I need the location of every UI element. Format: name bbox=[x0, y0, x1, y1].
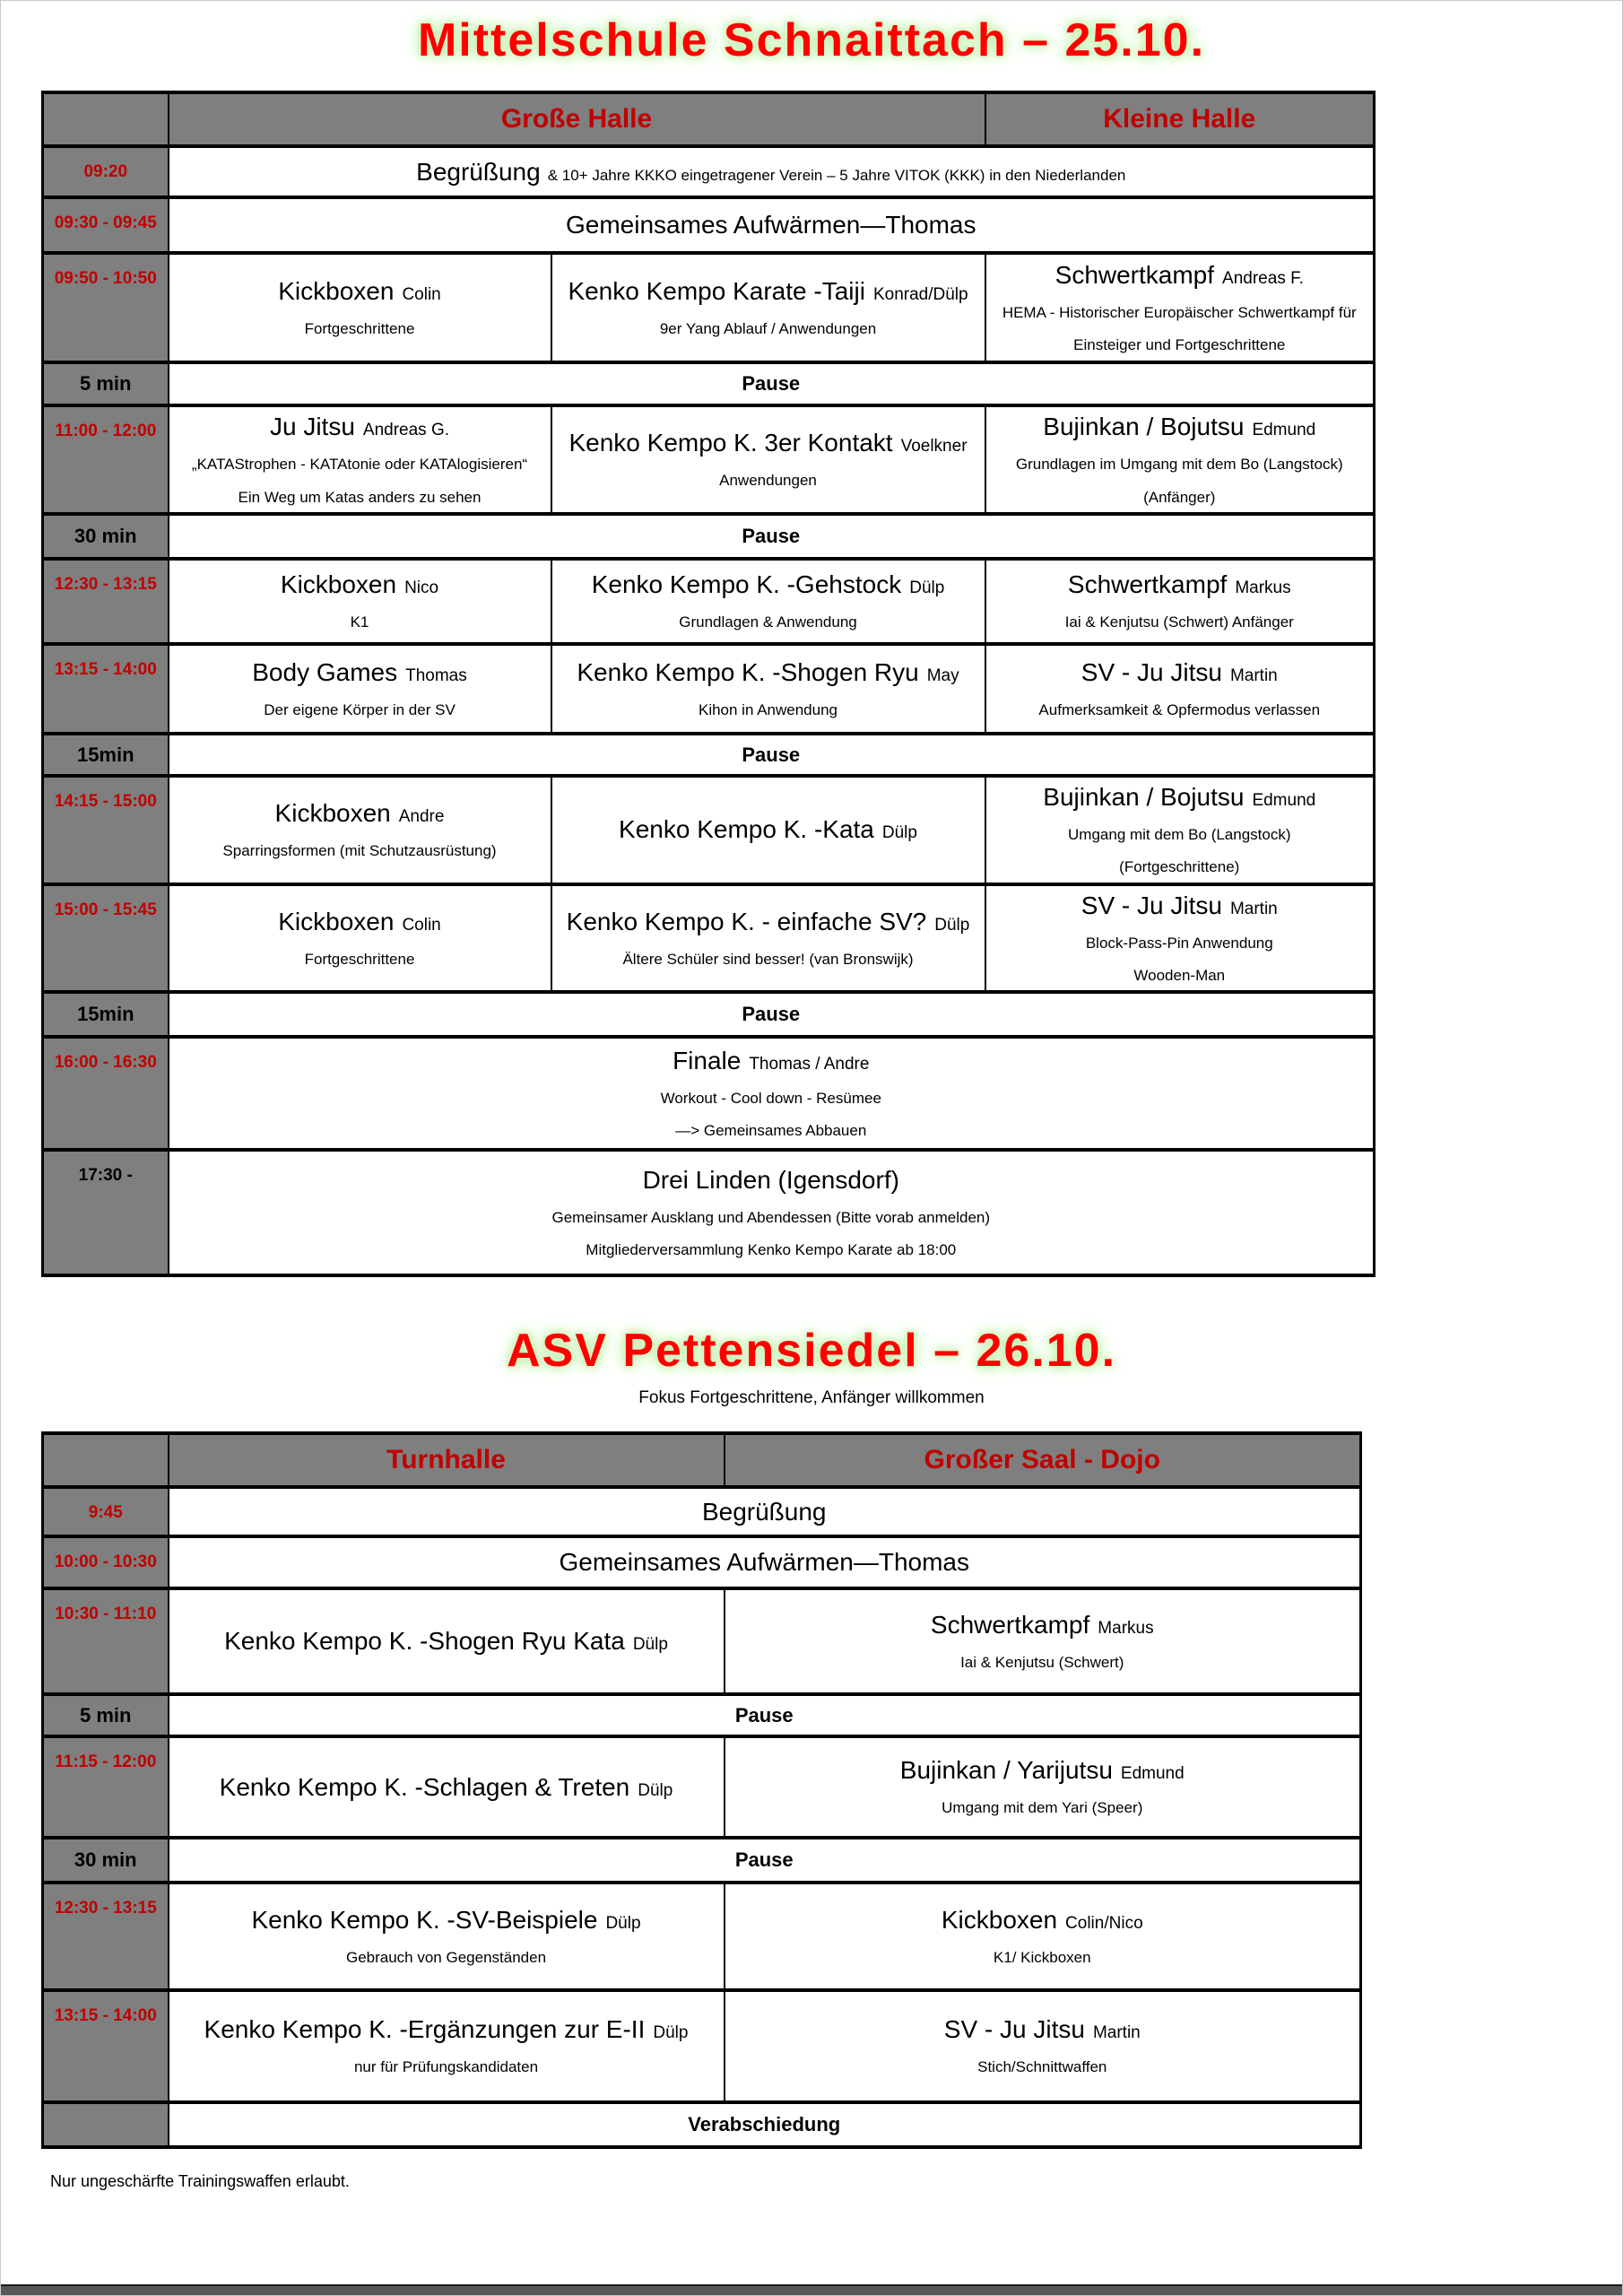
time-cell: 9:45 bbox=[43, 1487, 169, 1536]
session-cell bbox=[551, 644, 985, 734]
session-instructor: Dülp bbox=[909, 578, 945, 598]
day1-row-5 bbox=[43, 514, 1375, 559]
session-content bbox=[177, 1773, 716, 1802]
time-cell: 10:00 - 10:30 bbox=[43, 1536, 169, 1588]
session-headline bbox=[177, 158, 1367, 187]
session-headline bbox=[733, 2015, 1353, 2044]
session-cell bbox=[169, 644, 551, 734]
time-cell: 13:15 - 14:00 bbox=[43, 1990, 169, 2102]
pause-cell: Verabschiedung bbox=[169, 2102, 1361, 2147]
session-cell bbox=[551, 405, 985, 514]
day2-title: ASV Pettensiedel – 26.10. bbox=[506, 1325, 1117, 1377]
day2-row-4 bbox=[43, 1736, 1361, 1838]
session-content bbox=[994, 261, 1367, 355]
session-headline bbox=[177, 1047, 1367, 1075]
day2-hall-turnhalle: Turnhalle bbox=[169, 1433, 725, 1487]
session-title: Begrüßung bbox=[416, 157, 541, 186]
session-title: Ju Jitsu bbox=[269, 413, 355, 441]
time-cell: 12:30 - 13:15 bbox=[43, 1883, 169, 1990]
session-detail: Der eigene Körper in der SV bbox=[264, 700, 456, 718]
day2-row-5 bbox=[43, 1838, 1361, 1883]
session-detail: Mitgliederversammlung Kenko Kempo Karate ab 18:00 bbox=[586, 1241, 957, 1258]
session-content bbox=[994, 413, 1367, 507]
session-content bbox=[560, 570, 977, 631]
session-detail: Workout - Cool down - Resümee bbox=[660, 1089, 881, 1107]
day1-row-6 bbox=[43, 559, 1375, 644]
session-title: Kenko Kempo K. -Gehstock bbox=[591, 570, 902, 599]
session-cell bbox=[985, 776, 1375, 884]
session-content bbox=[560, 658, 977, 719]
session-detail: Grundlagen im Umgang mit dem Bo (Langstock) bbox=[1015, 456, 1343, 474]
time-cell: 13:15 - 14:00 bbox=[43, 644, 169, 734]
session-cell bbox=[169, 559, 551, 644]
session-detail: Wooden-Man bbox=[1133, 966, 1226, 984]
session-detail: Aufmerksamkeit & Opfermodus verlassen bbox=[1038, 700, 1321, 718]
session-instructor: Konrad/Dülp bbox=[872, 284, 968, 304]
session-headline bbox=[177, 1548, 1353, 1577]
day2-header-row bbox=[43, 1433, 1361, 1487]
session-headline bbox=[177, 1906, 716, 1935]
day1-row-12 bbox=[43, 1037, 1375, 1150]
session-cell bbox=[169, 1150, 1375, 1275]
session-title: Bujinkan / Bojutsu bbox=[1043, 783, 1245, 811]
pause-cell: Pause bbox=[169, 514, 1375, 559]
day1-row-9 bbox=[43, 776, 1375, 884]
session-title: SV - Ju Jitsu bbox=[1081, 891, 1222, 919]
session-title: Kenko Kempo K. -Schlagen & Treten bbox=[219, 1772, 630, 1801]
day2-row-1 bbox=[43, 1536, 1361, 1588]
session-title: Begrüßung bbox=[701, 1497, 827, 1526]
session-title: SV - Ju Jitsu bbox=[943, 2015, 1085, 2044]
session-title: Finale bbox=[673, 1046, 742, 1074]
session-instructor: Andre bbox=[398, 807, 445, 827]
day1-row-8 bbox=[43, 734, 1375, 776]
session-detail: Block-Pass-Pin Anwendung bbox=[1085, 934, 1273, 952]
session-instructor: Martin bbox=[1229, 899, 1278, 918]
session-content bbox=[177, 908, 543, 969]
time-cell: 16:00 - 16:30 bbox=[43, 1037, 169, 1150]
session-detail: (Fortgeschrittene) bbox=[1119, 858, 1240, 876]
day2-hall-grosser-saal-dojo: Großer Saal - Dojo bbox=[725, 1433, 1361, 1487]
session-cell bbox=[551, 884, 985, 993]
time-cell: 17:30 - bbox=[43, 1150, 169, 1275]
session-detail: HEMA - Historischer Europäischer Schwertkampf für bbox=[1002, 303, 1357, 321]
session-cell bbox=[169, 1990, 725, 2102]
session-cell bbox=[725, 1588, 1361, 1694]
time-cell: 5 min bbox=[43, 362, 169, 405]
time-cell: 12:30 - 13:15 bbox=[43, 559, 169, 644]
session-headline bbox=[560, 658, 977, 687]
session-content bbox=[560, 908, 977, 969]
day1-row-1 bbox=[43, 197, 1375, 253]
session-title: Drei Linden (Igensdorf) bbox=[642, 1165, 899, 1194]
day1-row-0 bbox=[43, 146, 1375, 197]
session-headline bbox=[994, 891, 1367, 920]
session-instructor: Martin bbox=[1229, 665, 1278, 685]
session-cell bbox=[725, 1883, 1361, 1990]
session-title: Kickboxen bbox=[278, 276, 395, 305]
session-headline bbox=[177, 570, 543, 599]
time-cell: 11:00 - 12:00 bbox=[43, 405, 169, 514]
session-title: Kenko Kempo K. -SV-Beispiele bbox=[251, 1905, 598, 1934]
session-instructor: Markus bbox=[1098, 1618, 1154, 1638]
session-instructor: Colin bbox=[402, 284, 441, 304]
session-detail: Iai & Kenjutsu (Schwert) bbox=[960, 1653, 1124, 1671]
session-headline bbox=[560, 908, 977, 936]
day2-corner-cell bbox=[43, 1433, 169, 1487]
session-cell bbox=[169, 776, 551, 884]
session-headline bbox=[560, 429, 977, 457]
session-instructor: Martin bbox=[1092, 2023, 1141, 2043]
day2-subtitle: Fokus Fortgeschrittene, Anfänger willkommen bbox=[638, 1388, 985, 1407]
session-title: Kenko Kempo Karate -Taiji bbox=[568, 276, 865, 305]
session-cell bbox=[985, 884, 1375, 993]
session-instructor: Dülp bbox=[632, 1635, 668, 1654]
session-content bbox=[177, 1906, 716, 1967]
day2-row-3 bbox=[43, 1694, 1361, 1736]
session-title: Kenko Kempo K. - einfache SV? bbox=[566, 907, 927, 935]
session-cell bbox=[169, 146, 1375, 197]
session-detail: Stich/Schnittwaffen bbox=[977, 2058, 1107, 2076]
session-content bbox=[560, 429, 977, 490]
session-cell bbox=[169, 884, 551, 993]
day1-hall-kleine-halle: Kleine Halle bbox=[985, 92, 1375, 146]
session-content bbox=[994, 570, 1367, 631]
session-detail: K1 bbox=[350, 613, 369, 631]
session-cell bbox=[169, 197, 1375, 253]
session-content bbox=[994, 658, 1367, 719]
day1-corner-cell bbox=[43, 92, 169, 146]
session-headline bbox=[994, 570, 1367, 599]
session-headline bbox=[560, 570, 977, 599]
session-title: Gemeinsames Aufwärmen—Thomas bbox=[566, 211, 976, 239]
session-cell bbox=[985, 405, 1375, 514]
bottom-bar bbox=[1, 2284, 1622, 2295]
session-title: Kenko Kempo K. -Kata bbox=[619, 815, 874, 844]
day1-row-2 bbox=[43, 253, 1375, 362]
session-headline bbox=[177, 211, 1367, 239]
session-title: Kickboxen bbox=[941, 1905, 1058, 1934]
pause-cell: Pause bbox=[169, 992, 1375, 1037]
session-headline bbox=[177, 277, 543, 306]
session-headline bbox=[994, 658, 1367, 687]
session-content bbox=[177, 277, 543, 338]
session-instructor: Andreas G. bbox=[362, 421, 450, 440]
time-cell: 30 min bbox=[43, 514, 169, 559]
session-title: Schwertkampf bbox=[1055, 260, 1215, 289]
pause-cell: Pause bbox=[169, 1694, 1361, 1736]
session-detail: —> Gemeinsames Abbauen bbox=[675, 1122, 867, 1139]
session-headline bbox=[994, 413, 1367, 441]
session-title: SV - Ju Jitsu bbox=[1081, 657, 1222, 686]
session-instructor: May bbox=[926, 665, 959, 685]
session-detail: Sparringsformen (mit Schutzausrüstung) bbox=[222, 842, 497, 860]
session-instructor: Colin bbox=[402, 915, 441, 935]
time-cell: 15:00 - 15:45 bbox=[43, 884, 169, 993]
session-headline bbox=[177, 413, 543, 441]
session-detail: Ältere Schüler sind besser! (van Bronswijk) bbox=[622, 950, 914, 968]
time-cell: 09:20 bbox=[43, 146, 169, 197]
session-instructor: Dülp bbox=[638, 1780, 673, 1800]
time-cell: 15min bbox=[43, 734, 169, 776]
session-headline bbox=[177, 799, 543, 828]
session-content bbox=[177, 2015, 716, 2076]
day1-row-7 bbox=[43, 644, 1375, 734]
day1-row-10 bbox=[43, 884, 1375, 993]
session-headline bbox=[177, 1773, 716, 1802]
session-instructor: Andreas F. bbox=[1222, 268, 1304, 288]
session-content bbox=[733, 1756, 1353, 1817]
session-headline bbox=[733, 1611, 1353, 1639]
day2-row-7 bbox=[43, 1990, 1361, 2102]
session-content bbox=[177, 413, 543, 507]
session-instructor: Edmund bbox=[1252, 791, 1316, 810]
session-content bbox=[994, 783, 1367, 877]
footnote: Nur ungeschärfte Trainingswaffen erlaubt. bbox=[50, 2172, 350, 2190]
session-content bbox=[177, 570, 543, 631]
session-detail: 9er Yang Ablauf / Anwendungen bbox=[659, 319, 877, 337]
session-detail: „KATAStrophen - KATAtonie oder KATAlogisieren“ bbox=[191, 456, 528, 474]
day1-hall-grosse-halle: Große Halle bbox=[169, 92, 985, 146]
session-detail: Umgang mit dem Yari (Speer) bbox=[942, 1799, 1143, 1817]
session-instructor: Colin/Nico bbox=[1065, 1913, 1143, 1933]
session-headline bbox=[177, 1627, 716, 1656]
session-title: Schwertkampf bbox=[930, 1610, 1090, 1639]
day1-row-11 bbox=[43, 992, 1375, 1037]
session-cell bbox=[169, 1736, 725, 1838]
time-cell bbox=[43, 2102, 169, 2147]
time-cell: 10:30 - 11:10 bbox=[43, 1588, 169, 1694]
time-cell: 15min bbox=[43, 992, 169, 1037]
session-content bbox=[177, 211, 1367, 239]
session-title: Kickboxen bbox=[274, 799, 391, 828]
session-cell bbox=[169, 1588, 725, 1694]
session-title: Kickboxen bbox=[280, 570, 397, 599]
session-cell bbox=[169, 1536, 1361, 1588]
session-content bbox=[994, 891, 1367, 986]
session-cell bbox=[725, 1990, 1361, 2102]
session-instructor: Dülp bbox=[605, 1913, 641, 1933]
session-content bbox=[177, 1166, 1367, 1260]
time-cell: 14:15 - 15:00 bbox=[43, 776, 169, 884]
day2-row-2 bbox=[43, 1588, 1361, 1694]
session-detail: Fortgeschrittene bbox=[304, 950, 415, 968]
session-instructor: Thomas bbox=[405, 665, 467, 685]
session-title: Schwertkampf bbox=[1067, 570, 1228, 599]
session-instructor: Nico bbox=[404, 578, 439, 598]
pause-cell: Pause bbox=[169, 1838, 1361, 1883]
session-title: Bujinkan / Bojutsu bbox=[1043, 413, 1245, 441]
day1-row-13 bbox=[43, 1150, 1375, 1275]
session-content bbox=[177, 158, 1367, 187]
day1-header-row bbox=[43, 92, 1375, 146]
session-detail: Gebrauch von Gegenständen bbox=[345, 1948, 547, 1966]
session-cell bbox=[169, 1037, 1375, 1150]
session-headline bbox=[177, 2015, 716, 2044]
session-cell bbox=[985, 644, 1375, 734]
session-cell bbox=[169, 1487, 1361, 1536]
session-headline bbox=[177, 1166, 1367, 1195]
day2-row-8 bbox=[43, 2102, 1361, 2147]
time-cell: 5 min bbox=[43, 1694, 169, 1736]
session-cell bbox=[169, 405, 551, 514]
session-title: Kenko Kempo K. -Shogen Ryu Kata bbox=[224, 1627, 625, 1655]
session-title: Bujinkan / Yarijutsu bbox=[899, 1756, 1113, 1785]
session-content bbox=[177, 1627, 716, 1656]
session-title: Kickboxen bbox=[278, 907, 395, 935]
session-content bbox=[733, 2015, 1353, 2076]
day1-title: Mittelschule Schnaittach – 25.10. bbox=[417, 14, 1206, 66]
session-content bbox=[177, 1548, 1353, 1577]
session-content bbox=[560, 815, 977, 844]
session-instructor: Dülp bbox=[934, 915, 970, 935]
time-cell: 30 min bbox=[43, 1838, 169, 1883]
session-title: Kenko Kempo K. -Shogen Ryu bbox=[577, 657, 919, 686]
session-content bbox=[177, 1498, 1353, 1526]
session-detail: K1/ Kickboxen bbox=[993, 1948, 1091, 1966]
day2-row-0 bbox=[43, 1487, 1361, 1536]
session-instructor: Edmund bbox=[1120, 1764, 1185, 1784]
session-headline bbox=[994, 261, 1367, 290]
session-detail: (Anfänger) bbox=[1143, 488, 1216, 506]
session-headline bbox=[560, 277, 977, 306]
session-headline bbox=[177, 658, 543, 687]
session-detail: Ein Weg um Katas anders zu sehen bbox=[238, 488, 482, 506]
session-instructor: Edmund bbox=[1252, 421, 1316, 440]
day1-row-4 bbox=[43, 405, 1375, 514]
session-content bbox=[177, 799, 543, 860]
session-headline bbox=[177, 1498, 1353, 1526]
session-detail: Grundlagen & Anwendung bbox=[679, 613, 857, 631]
day2-schedule-table bbox=[41, 1431, 1362, 2149]
session-content bbox=[177, 658, 543, 719]
day1-row-3 bbox=[43, 362, 1375, 405]
pause-cell: Pause bbox=[169, 362, 1375, 405]
session-instructor: Thomas / Andre bbox=[749, 1054, 870, 1074]
day1-schedule-table bbox=[41, 91, 1376, 1277]
session-title: Kenko Kempo K. -Ergänzungen zur E-II bbox=[204, 2015, 646, 2044]
session-detail: Einsteiger und Fortgeschrittene bbox=[1073, 336, 1286, 353]
session-headline bbox=[560, 815, 977, 844]
session-cell bbox=[551, 253, 985, 362]
session-detail: nur für Prüfungskandidaten bbox=[353, 2058, 539, 2076]
session-detail: Umgang mit dem Bo (Langstock) bbox=[1068, 826, 1291, 843]
session-instructor: Dülp bbox=[881, 823, 917, 843]
session-cell bbox=[169, 1883, 725, 1990]
session-instructor: Markus bbox=[1235, 578, 1291, 598]
session-cell bbox=[551, 559, 985, 644]
time-cell: 09:30 - 09:45 bbox=[43, 197, 169, 253]
session-suffix: & 10+ Jahre KKKO eingetragener Verein – 5 Jahre VITOK (KKK) in den Niederlanden bbox=[547, 166, 1126, 184]
session-cell bbox=[985, 253, 1375, 362]
session-content bbox=[560, 277, 977, 338]
session-title: Body Games bbox=[252, 657, 398, 686]
session-headline bbox=[733, 1756, 1353, 1785]
session-cell bbox=[725, 1736, 1361, 1838]
session-title: Kenko Kempo K. 3er Kontakt bbox=[568, 429, 893, 457]
session-headline bbox=[994, 783, 1367, 812]
day2-row-6 bbox=[43, 1883, 1361, 1990]
session-instructor: Dülp bbox=[653, 2023, 689, 2043]
session-cell bbox=[551, 776, 985, 884]
session-cell bbox=[169, 253, 551, 362]
pause-cell: Pause bbox=[169, 734, 1375, 776]
session-content bbox=[177, 1047, 1367, 1141]
session-title: Gemeinsames Aufwärmen—Thomas bbox=[559, 1548, 969, 1576]
session-detail: Kihon in Anwendung bbox=[698, 700, 838, 718]
session-detail: Fortgeschrittene bbox=[304, 319, 415, 337]
session-headline bbox=[177, 908, 543, 936]
session-detail: Iai & Kenjutsu (Schwert) Anfänger bbox=[1064, 613, 1294, 631]
session-detail: Gemeinsamer Ausklang und Abendessen (Bitte vorab anmelden) bbox=[551, 1208, 991, 1226]
session-content bbox=[733, 1611, 1353, 1672]
session-detail: Anwendungen bbox=[719, 472, 817, 490]
time-cell: 09:50 - 10:50 bbox=[43, 253, 169, 362]
session-cell bbox=[985, 559, 1375, 644]
session-headline bbox=[733, 1906, 1353, 1935]
session-content bbox=[733, 1906, 1353, 1967]
time-cell: 11:15 - 12:00 bbox=[43, 1736, 169, 1838]
session-instructor: Voelkner bbox=[900, 437, 968, 457]
